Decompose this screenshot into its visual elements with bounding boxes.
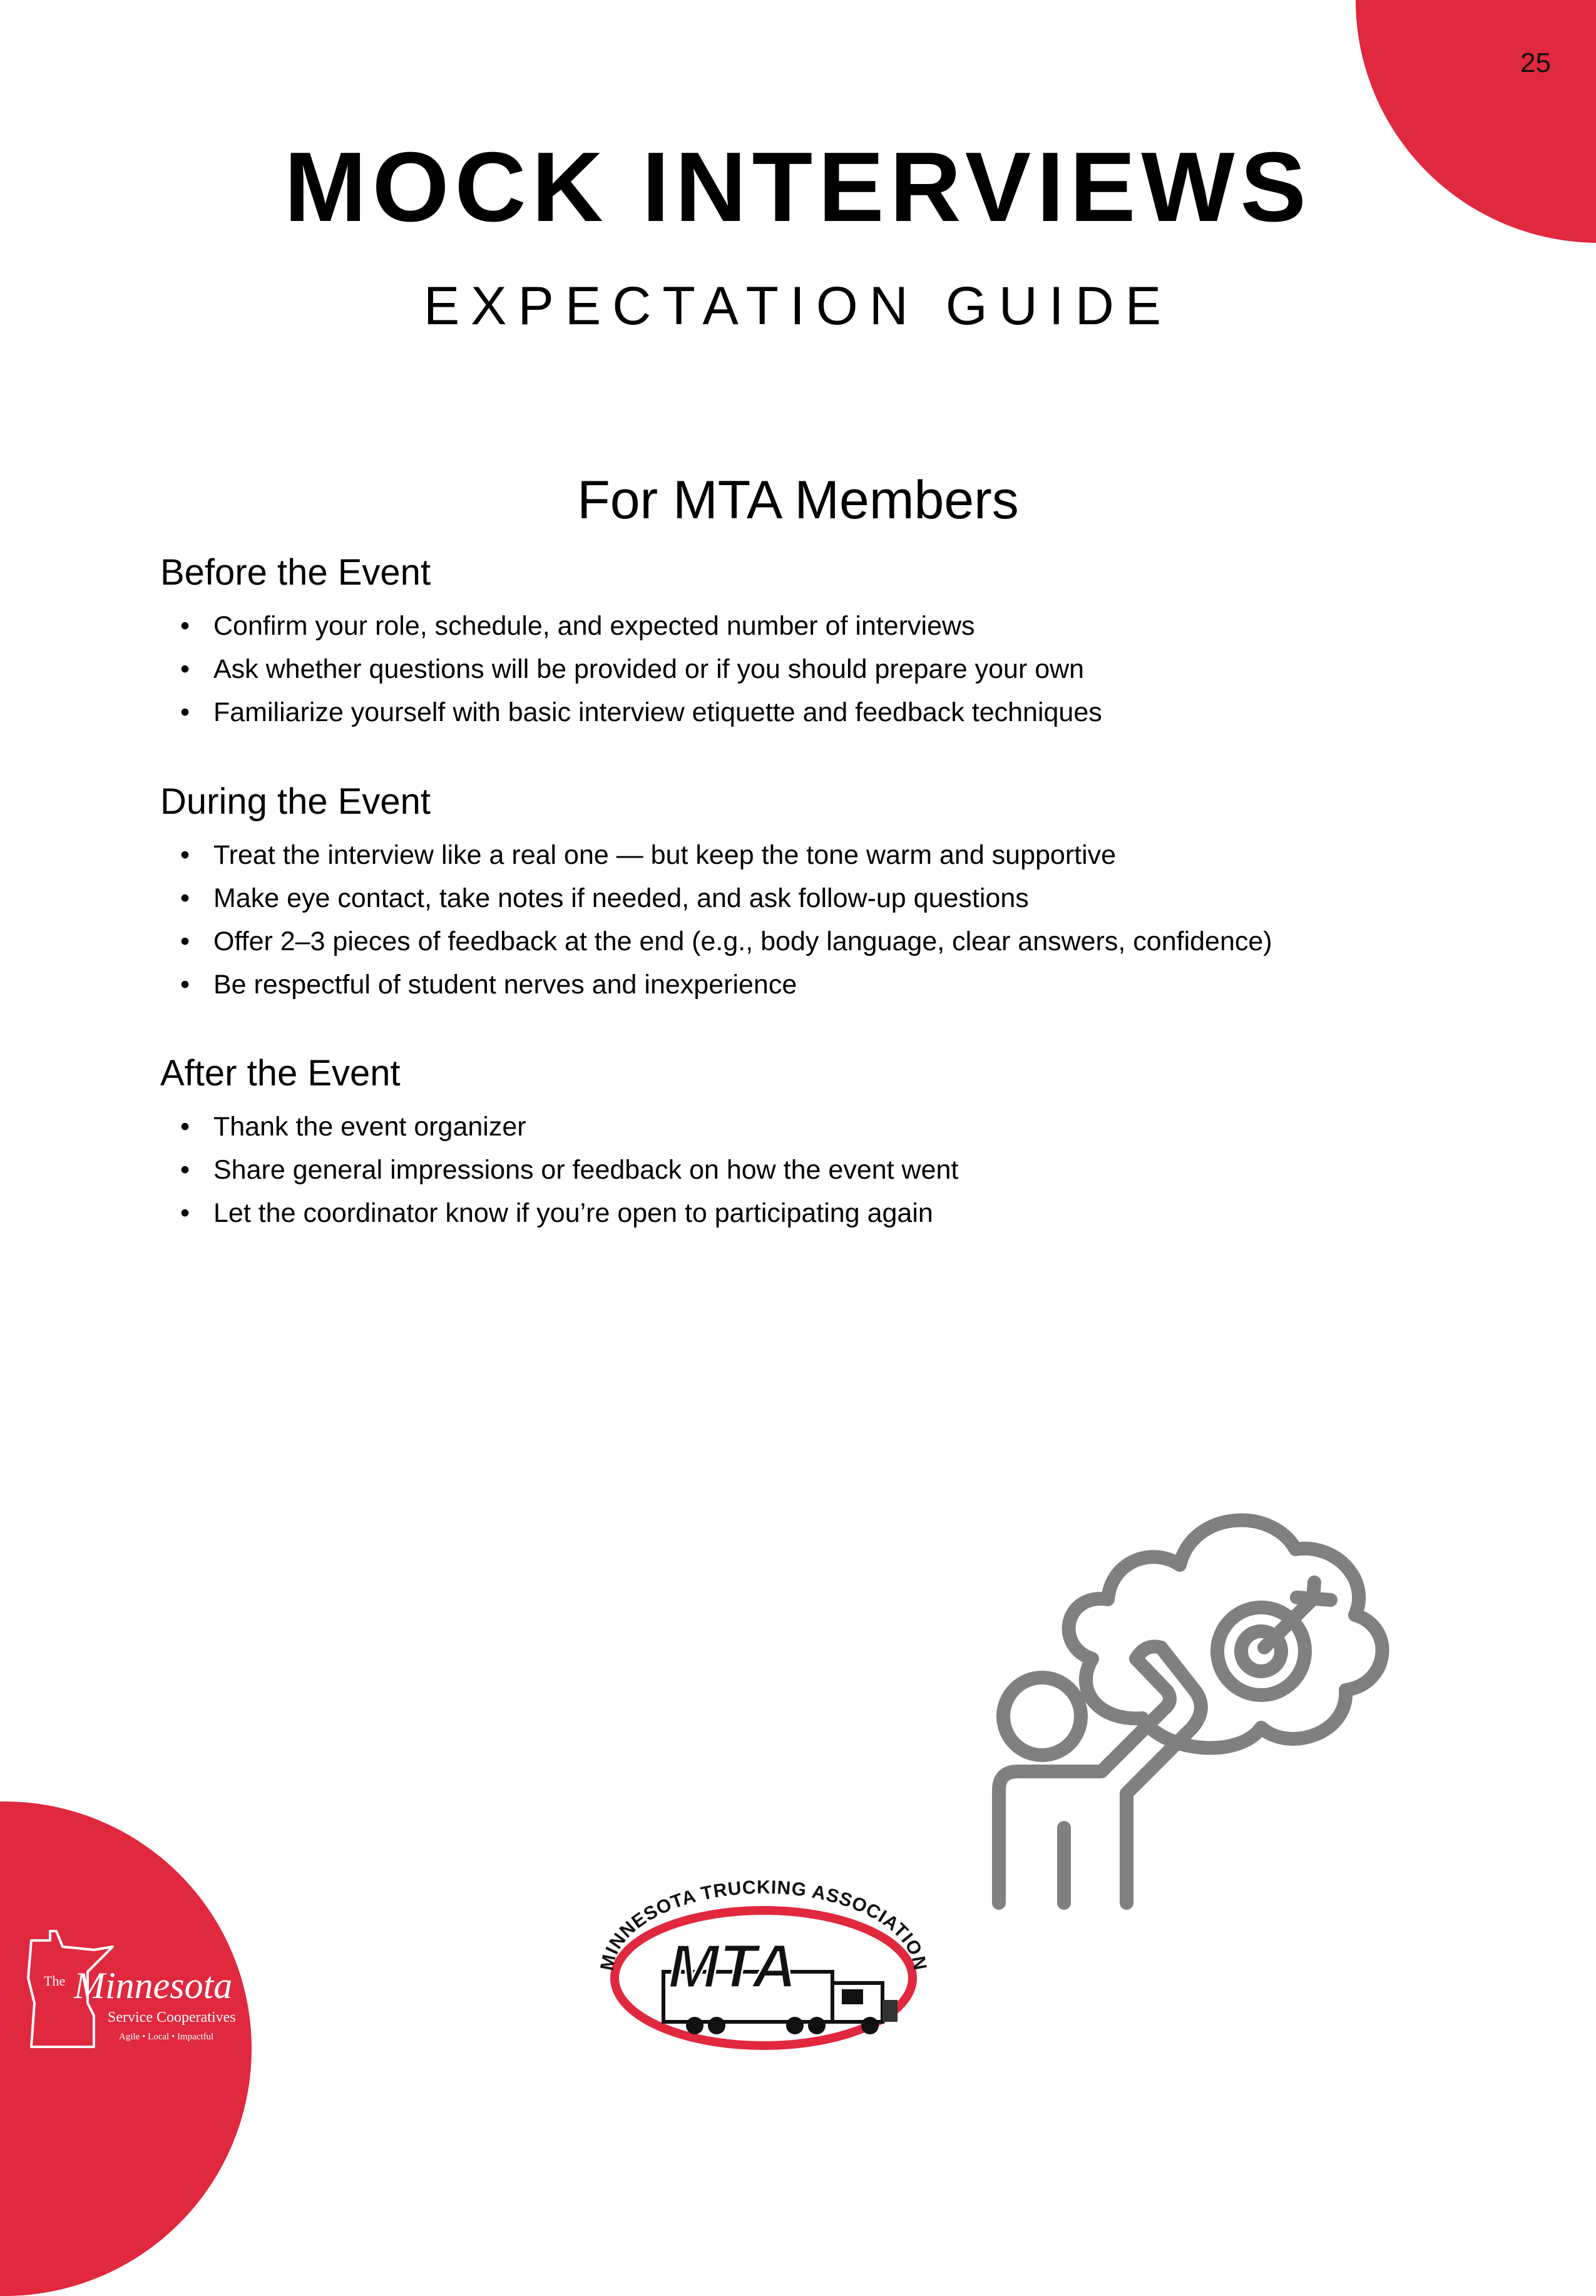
msc-logo-line2: Service Cooperatives [108, 2009, 236, 2026]
bullet-list-after [160, 1105, 958, 1235]
minnesota-service-cooperatives-logo [25, 1928, 250, 2053]
list-item: • Be respectful of student nerves and inexperience [160, 963, 1272, 1007]
section-heading-before: Before the Event [160, 552, 431, 593]
list-item: • Familiarize yourself with basic interview etiquette and feedback techniques [160, 691, 1102, 734]
list-item: • Treat the interview like a real one — but keep the tone warm and supportive [160, 834, 1272, 877]
person-goal-thought-icon [976, 1452, 1452, 1915]
page-subtitle: EXPECTATION GUIDE [423, 276, 1173, 336]
audience-heading: For MTA Members [577, 470, 1019, 530]
mta-logo-arc-text: MINNESOTA TRUCKING ASSOCIATION [596, 1878, 931, 1972]
list-item: • Confirm your role, schedule, and expected number of interviews [160, 605, 1102, 648]
list-item: • Make eye contact, take notes if needed, and ask follow-up questions [160, 877, 1272, 920]
mta-logo-letters: MTA [668, 1932, 797, 2001]
list-item: • Let the coordinator know if you’re open to participating again [160, 1192, 958, 1235]
section-heading-after: After the Event [160, 1053, 401, 1094]
person-icon [999, 1646, 1201, 1903]
target-icon [1217, 1582, 1331, 1695]
list-item: • Share general impressions or feedback on how the event went [160, 1149, 958, 1192]
msc-logo-tagline: Agile • Local • Impactful [119, 2032, 214, 2042]
mta-logo [588, 1878, 939, 2053]
section-heading-during: During the Event [160, 781, 431, 822]
bullet-list-before [160, 605, 1102, 734]
list-item: • Thank the event organizer [160, 1105, 958, 1149]
list-item: • Offer 2–3 pieces of feedback at the end (e.g., body language, clear answers, confidence) [160, 920, 1272, 963]
page-number: 25 [1520, 48, 1551, 78]
msc-logo-name: Minnesota [74, 1965, 233, 2006]
msc-logo-prefix: The [44, 1973, 66, 1989]
list-item: • Ask whether questions will be provided or if you should prepare your own [160, 648, 1102, 691]
page-title: MOCK INTERVIEWS [284, 132, 1312, 242]
bullet-list-during [160, 834, 1272, 1007]
